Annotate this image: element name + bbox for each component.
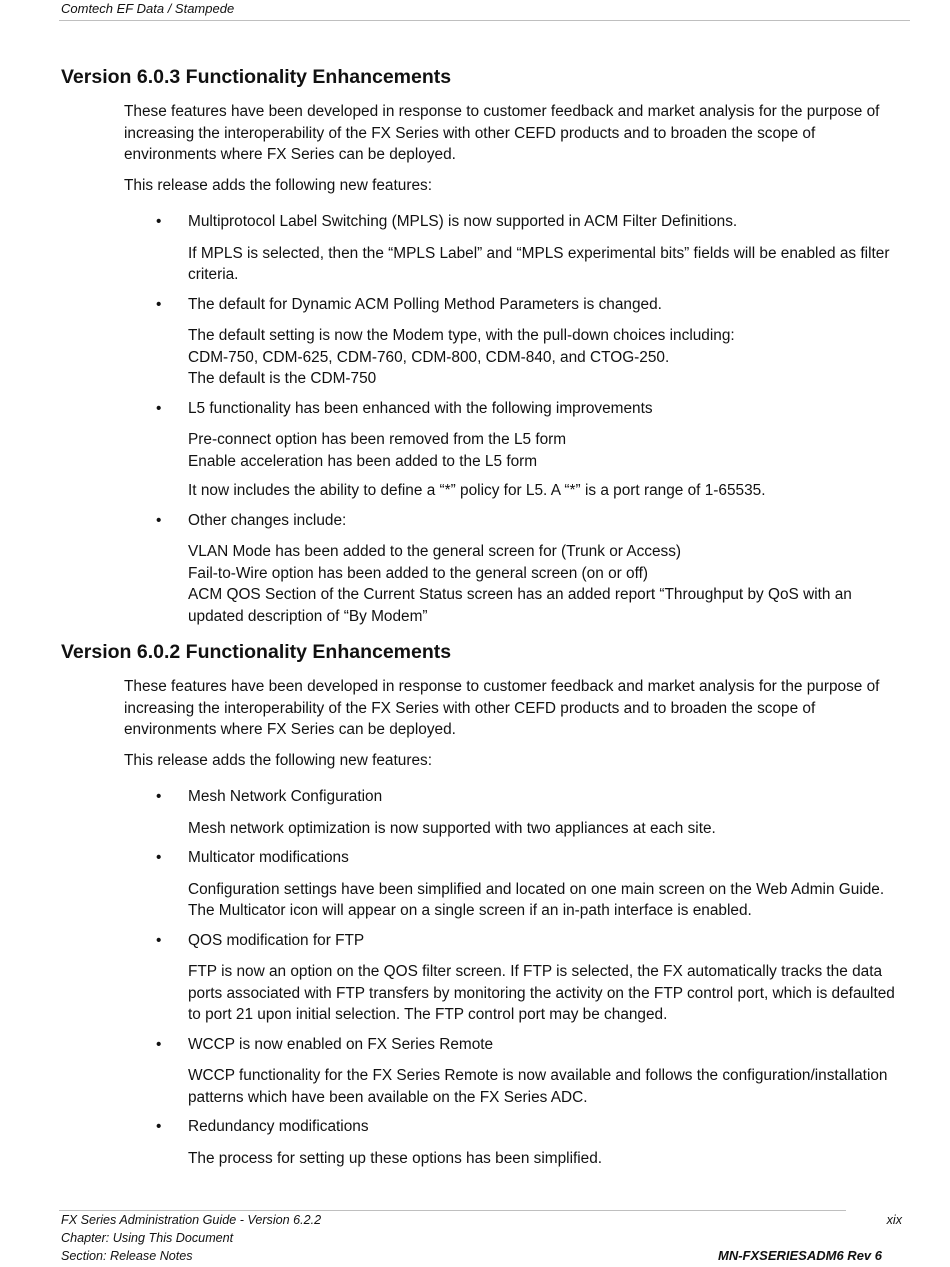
feature-item xyxy=(156,211,908,286)
feature-title: Redundancy modifications xyxy=(188,1118,369,1135)
detail-line: Pre-connect option has been removed from the L5 form xyxy=(188,431,567,448)
feature-detail xyxy=(188,1065,908,1108)
footer-chapter: Chapter: Using This Document xyxy=(61,1231,234,1245)
feature-item xyxy=(156,847,908,922)
footer-guide-title: FX Series Administration Guide - Version 6.2.2 xyxy=(61,1213,322,1227)
detail-line: The process for setting up these options has been simplified. xyxy=(188,1149,603,1167)
footer-info xyxy=(61,1211,321,1265)
header-divider xyxy=(59,20,910,21)
bullet-icon: • xyxy=(156,1118,162,1135)
feature-list xyxy=(0,786,950,1169)
document-id: MN-FXSERIESADM6 Rev 6 xyxy=(718,1248,882,1263)
section-title: Version 6.0.2 Functionality Enhancements xyxy=(61,641,452,663)
feature-title: Multiprotocol Label Switching (MPLS) is now supported in ACM Filter Definitions. xyxy=(188,213,738,230)
footer-section: Section: Release Notes xyxy=(61,1249,193,1263)
intro-paragraph: These features have been developed in response to customer feedback and market analysis for the purpose of increasing the interoperability of the FX Series with other CEFD products and to broaden the scope of environments where FX Series can be deployed. xyxy=(124,103,880,163)
detail-line: Fail-to-Wire option has been added to the general screen (on or off) xyxy=(188,564,648,582)
detail-line: If MPLS is selected, then the “MPLS Label” and “MPLS experimental bits” fields will be enabled as filter criteria. xyxy=(188,244,890,283)
intro-paragraph: This release adds the following new features: xyxy=(124,751,432,769)
feature-item xyxy=(156,294,908,390)
feature-item xyxy=(156,398,908,502)
bullet-icon: • xyxy=(156,511,162,529)
feature-item xyxy=(156,1034,908,1109)
bullet-icon: • xyxy=(156,1035,162,1053)
feature-detail xyxy=(188,429,908,472)
bullet-icon: • xyxy=(156,849,162,866)
release-section xyxy=(0,64,950,627)
intro-paragraph: This release adds the following new features: xyxy=(124,176,432,194)
bullet-icon: • xyxy=(156,295,162,313)
detail-line: Mesh network optimization is now supported with two appliances at each site. xyxy=(188,819,716,837)
detail-line: It now includes the ability to define a “*” policy for L5. A “*” is a port range of 1-65535. xyxy=(188,482,766,499)
page-header: Comtech EF Data / Stampede xyxy=(61,1,235,16)
section-title: Version 6.0.3 Functionality Enhancements xyxy=(61,66,452,88)
feature-detail xyxy=(188,818,908,840)
detail-line: CDM-750, CDM-625, CDM-760, CDM-800, CDM-840, and CTOG-250. xyxy=(188,348,670,366)
feature-detail xyxy=(188,243,908,286)
detail-line: Configuration settings have been simplified and located on one main screen on the Web Admin Guide. The Multicator icon will appear on a single screen if an in-path interface is enabled. xyxy=(188,880,885,919)
feature-title: Other changes include: xyxy=(188,511,347,529)
bullet-icon: • xyxy=(156,931,162,949)
feature-title: Multicator modifications xyxy=(188,849,349,866)
feature-title: WCCP is now enabled on FX Series Remote xyxy=(188,1035,494,1053)
document-body xyxy=(0,64,950,1181)
feature-item xyxy=(156,510,908,628)
intro-paragraph: These features have been developed in response to customer feedback and market analysis for the purpose of increasing the interoperability of the FX Series with other CEFD products and to broaden the scope of environments where FX Series can be deployed. xyxy=(124,678,880,738)
detail-line: Enable acceleration has been added to the L5 form xyxy=(188,452,538,470)
detail-line: WCCP functionality for the FX Series Remote is now available and follows the configuration/installation patterns which have been available on the FX Series ADC. xyxy=(188,1067,888,1106)
detail-line: ACM QOS Section of the Current Status screen has an added report “Throughput by QoS with an updated description of “By Modem” xyxy=(188,586,852,625)
feature-title: The default for Dynamic ACM Polling Method Parameters is changed. xyxy=(188,295,662,313)
feature-detail xyxy=(188,879,908,922)
feature-detail xyxy=(188,541,908,627)
feature-detail xyxy=(188,480,908,502)
detail-line: VLAN Mode has been added to the general screen for (Trunk or Access) xyxy=(188,543,682,560)
detail-line: The default is the CDM-750 xyxy=(188,370,377,387)
feature-detail xyxy=(188,1148,908,1170)
feature-title: L5 functionality has been enhanced with the following improvements xyxy=(188,399,653,417)
release-section xyxy=(0,639,950,1169)
page-number: xix xyxy=(886,1213,902,1227)
feature-detail xyxy=(188,961,908,1026)
detail-line: The default setting is now the Modem type, with the pull-down choices including: xyxy=(188,327,735,344)
bullet-icon: • xyxy=(156,788,162,805)
feature-list xyxy=(0,211,950,627)
detail-line: FTP is now an option on the QOS filter screen. If FTP is selected, the FX automatically tracks the data ports associated with FTP transfers by monitoring the activity on the FTP control port, which is defaulted to port 21 upon initial selection. The FTP control port may be changed. xyxy=(188,963,895,1023)
bullet-icon: • xyxy=(156,213,162,230)
feature-title: QOS modification for FTP xyxy=(188,931,365,949)
feature-item xyxy=(156,786,908,839)
feature-title: Mesh Network Configuration xyxy=(188,788,383,805)
feature-item xyxy=(156,930,908,1026)
feature-item xyxy=(156,1116,908,1169)
bullet-icon: • xyxy=(156,399,162,417)
feature-detail xyxy=(188,325,908,390)
